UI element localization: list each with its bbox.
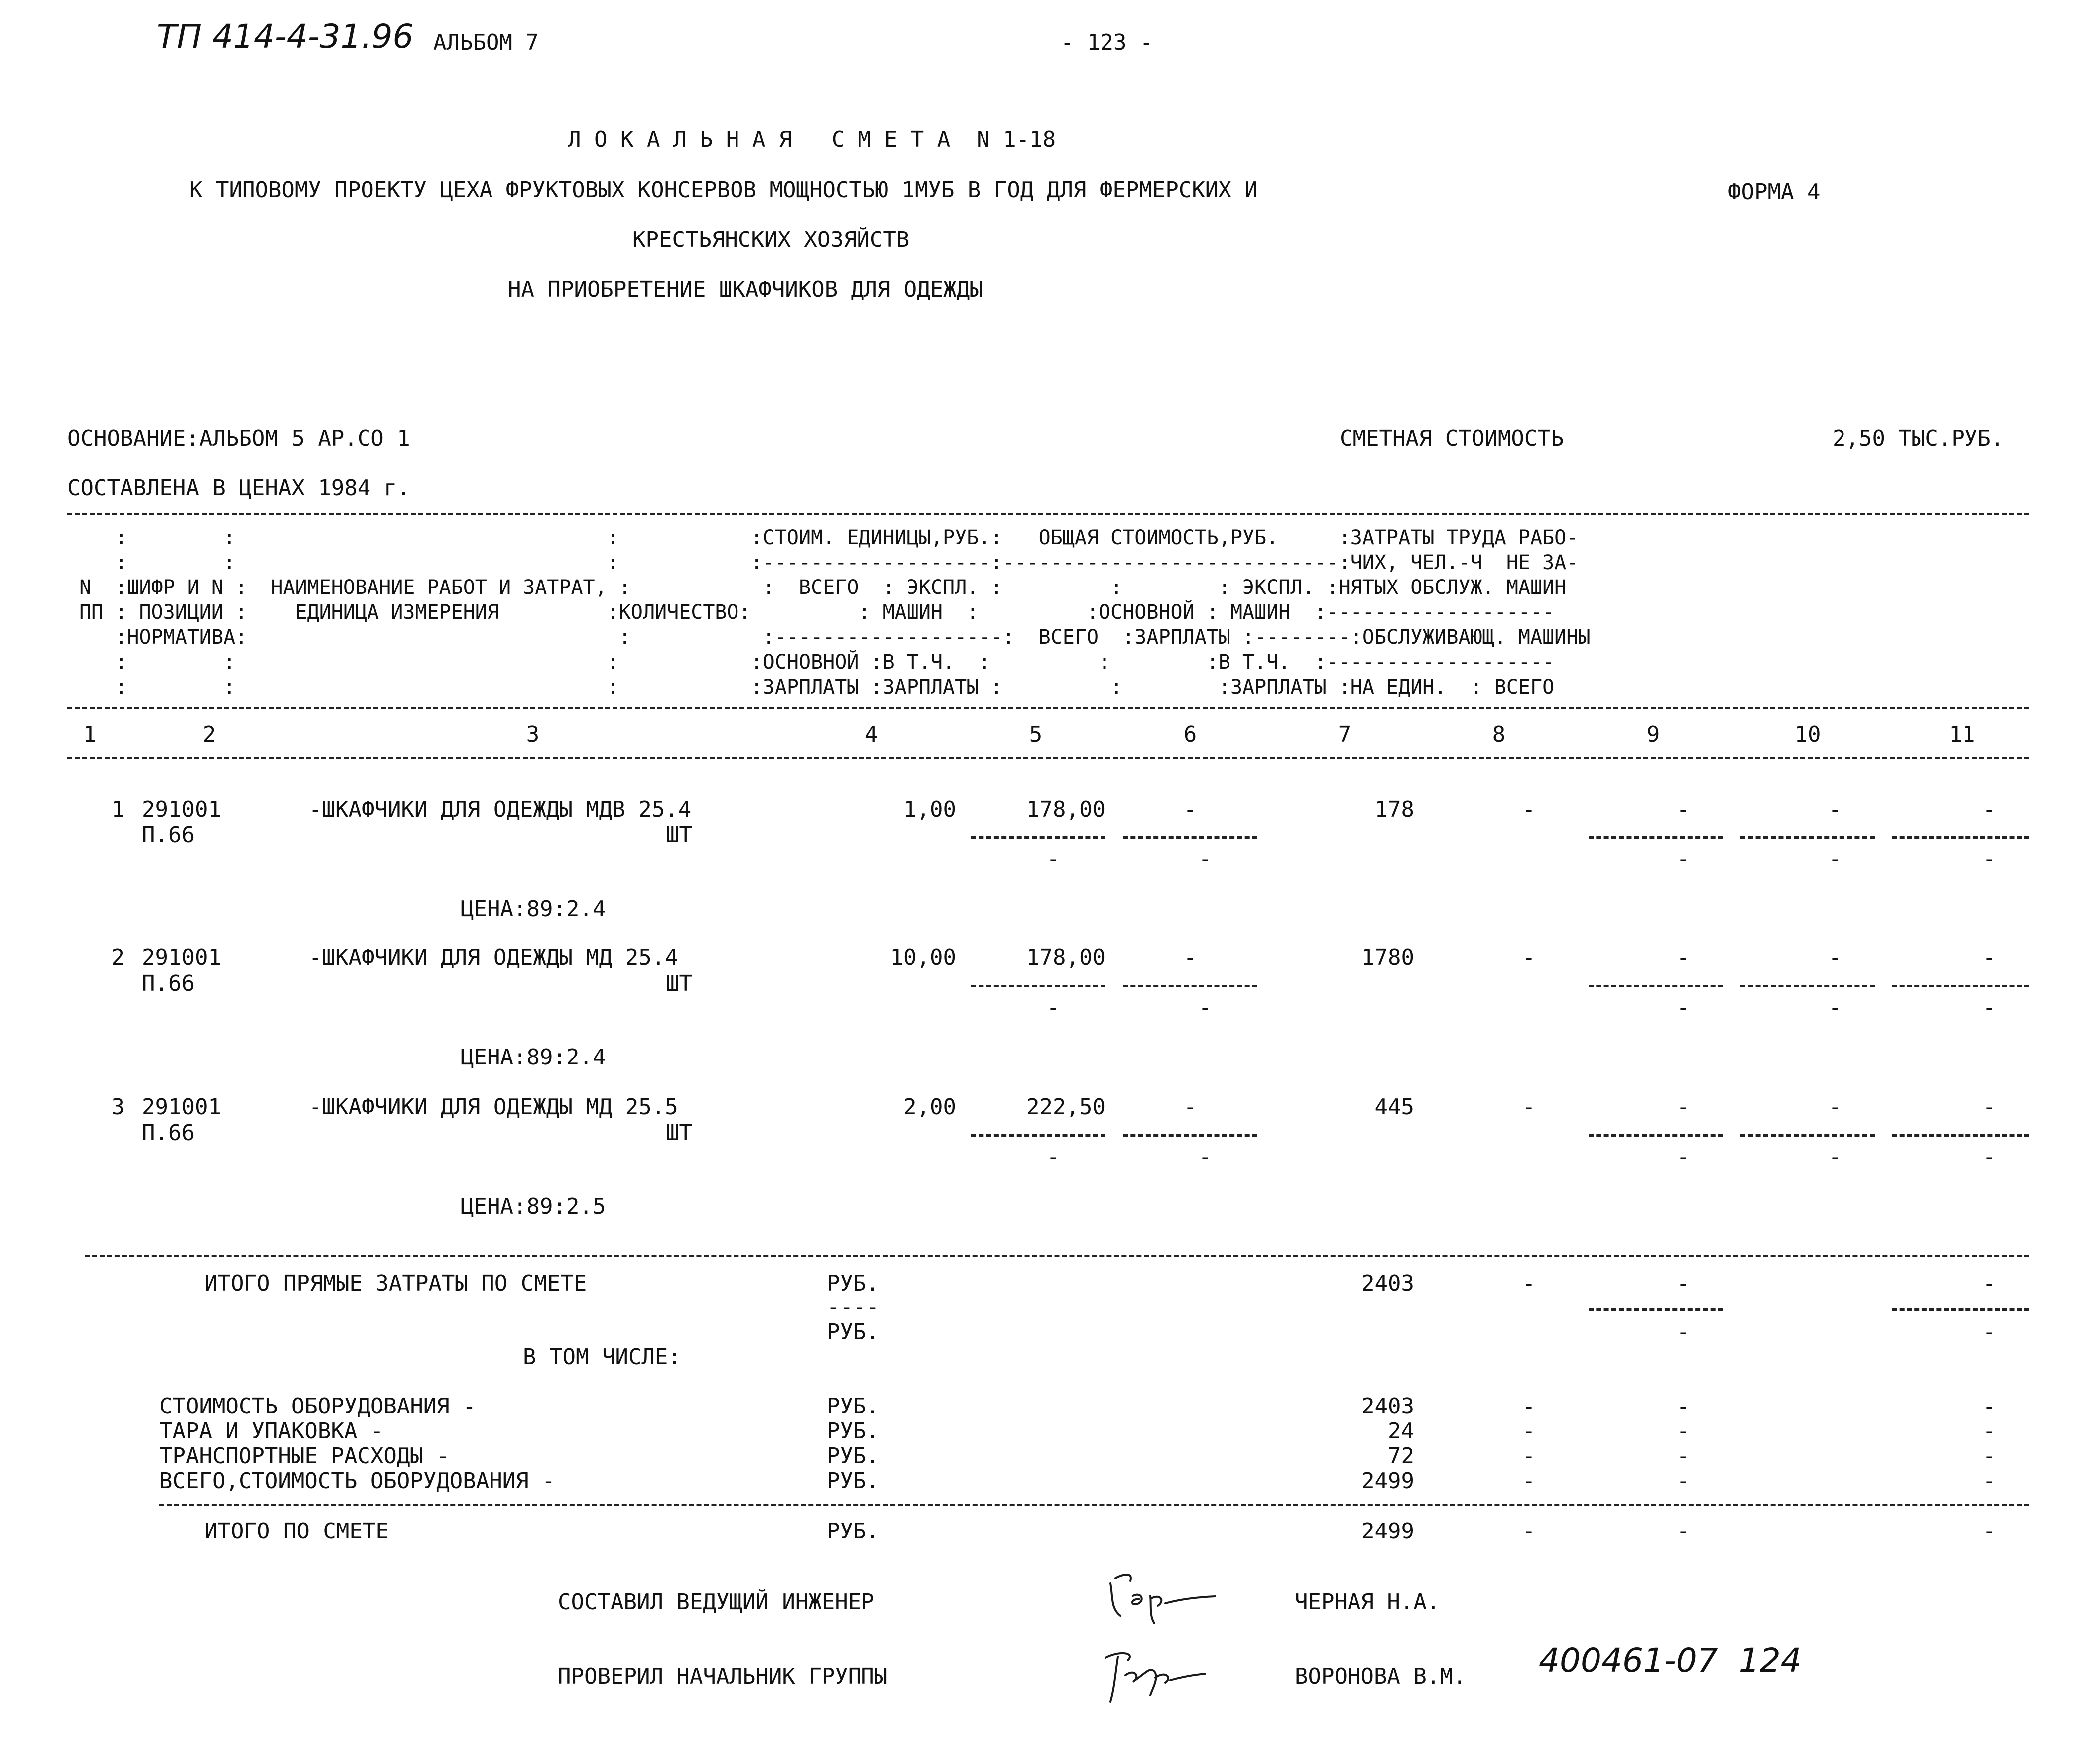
column-number: 10 xyxy=(1794,722,1821,747)
item-total: 178 xyxy=(1374,797,1414,822)
item-labor-unit: - xyxy=(1828,945,1842,970)
title-line-3: КРЕСТЬЯНСКИХ ХОЗЯЙСТВ xyxy=(632,227,910,252)
item-wages: - xyxy=(1522,1094,1536,1120)
item-unit: ШТ xyxy=(666,971,692,996)
grand-total-label: ИТОГО ПО СМЕТЕ xyxy=(204,1519,389,1544)
item-unit-total: 178,00 xyxy=(1026,797,1105,822)
grand-total-dash: - xyxy=(1982,1519,1996,1544)
item-labor-serv-total: - xyxy=(1982,846,1996,872)
breakdown-value: 72 xyxy=(1388,1443,1414,1469)
column-number: 11 xyxy=(1949,722,1975,747)
row-subrule xyxy=(1589,1134,1723,1137)
column-number: 2 xyxy=(202,722,216,747)
column-number: 9 xyxy=(1646,722,1660,747)
header-line: N :ШИФР И N : НАИМЕНОВАНИЕ РАБОТ И ЗАТРАТ, : : ВСЕГО : ЭКСПЛ. : : : ЭКСПЛ. :НЯТЫХ ОБСЛУЖ. МАШИН xyxy=(67,576,1567,599)
direct-costs-machines: - xyxy=(1676,1271,1690,1296)
item-labor-unit: - xyxy=(1828,797,1842,822)
breakdown-value: 2403 xyxy=(1361,1394,1414,1419)
item-code: 291001 xyxy=(142,945,221,970)
breakdown-dash: - xyxy=(1676,1394,1690,1419)
totals-top-rule xyxy=(85,1255,2029,1257)
item-quantity: 2,00 xyxy=(903,1094,956,1120)
album-label: АЛЬБОМ 7 xyxy=(433,30,539,55)
header-line: : : : :ЗАРПЛАТЫ :ЗАРПЛАТЫ : : :ЗАРПЛАТЫ :НА ЕДИН. : ВСЕГО xyxy=(67,676,1555,699)
item-labor-serv-total: - xyxy=(1982,1144,1996,1170)
item-labor-unit: - xyxy=(1828,1094,1842,1120)
item-mach-wages: - xyxy=(1676,846,1690,872)
breakdown-unit: РУБ. xyxy=(827,1394,879,1419)
row-subrule xyxy=(1740,1134,1875,1137)
item-price-ref: ЦЕНА:89:2.4 xyxy=(461,896,606,922)
cost-label: СМЕТНАЯ СТОИМОСТЬ xyxy=(1340,426,1564,451)
item-unit-machines: - xyxy=(1183,797,1197,822)
signature-chernaya xyxy=(1096,1568,1225,1628)
column-number: 4 xyxy=(864,722,878,747)
signature-voronova xyxy=(1091,1643,1210,1708)
breakdown-dash: - xyxy=(1522,1418,1536,1444)
header-line: :НОРМАТИВА: : :-------------------: ВСЕГО :ЗАРПЛАТЫ :--------:ОБСЛУЖИВАЮЩ. МАШИНЫ xyxy=(67,626,1591,649)
item-position: П.66 xyxy=(142,1120,195,1146)
composed-by-label: СОСТАВИЛ ВЕДУЩИЙ ИНЖЕНЕР xyxy=(558,1589,874,1615)
breakdown-label: ТРАНСПОРТНЫЕ РАСХОДЫ - xyxy=(159,1443,450,1469)
grand-total-unit: РУБ. xyxy=(827,1519,879,1544)
item-code: 291001 xyxy=(142,797,221,822)
breakdown-dash: - xyxy=(1982,1418,1996,1444)
breakdown-dash: - xyxy=(1522,1443,1536,1469)
row-subrule xyxy=(1123,836,1257,839)
item-position: П.66 xyxy=(142,971,195,996)
row-subrule xyxy=(971,836,1105,839)
row-number: 3 xyxy=(111,1094,124,1120)
direct-costs-labor-serv: - xyxy=(1982,1319,1996,1345)
direct-costs-mach-wages: - xyxy=(1676,1319,1690,1345)
item-mach-wages-unit: - xyxy=(1198,1144,1212,1170)
item-unit-machines: - xyxy=(1183,1094,1197,1120)
item-mach-wages-unit: - xyxy=(1198,995,1212,1020)
grand-total-dash: - xyxy=(1522,1519,1536,1544)
item-labor-serv-unit: - xyxy=(1828,1144,1842,1170)
title-line-2: К ТИПОВОМУ ПРОЕКТУ ЦЕХА ФРУКТОВЫХ КОНСЕРВОВ МОЩНОСТЬЮ 1МУБ В ГОД ДЛЯ ФЕРМЕРСКИХ И xyxy=(189,177,1258,203)
direct-costs-subrule xyxy=(1589,1308,1723,1311)
breakdown-dash: - xyxy=(1676,1443,1690,1469)
column-number: 1 xyxy=(83,722,97,747)
basis-text: ОСНОВАНИЕ:АЛЬБОМ 5 АР.СО 1 xyxy=(67,426,410,451)
direct-costs-label: ИТОГО ПРЯМЫЕ ЗАТРАТЫ ПО СМЕТЕ xyxy=(204,1271,587,1296)
item-wages-unit: - xyxy=(1046,995,1060,1020)
column-number: 6 xyxy=(1183,722,1197,747)
column-number: 8 xyxy=(1492,722,1506,747)
item-machines: - xyxy=(1676,945,1690,970)
item-wages-unit: - xyxy=(1046,1144,1060,1170)
row-subrule xyxy=(1892,836,2029,839)
item-unit: ШТ xyxy=(666,1120,692,1146)
including-label: В ТОМ ЧИСЛЕ: xyxy=(523,1344,681,1370)
prices-year: СОСТАВЛЕНА В ЦЕНАХ 1984 г. xyxy=(67,475,410,501)
column-numbers-rule xyxy=(67,757,2029,759)
row-number: 2 xyxy=(111,945,124,970)
checked-by-name: ВОРОНОВА В.М. xyxy=(1295,1664,1467,1689)
breakdown-dash: - xyxy=(1676,1418,1690,1444)
direct-costs-subrule xyxy=(1892,1308,2029,1311)
row-subrule xyxy=(971,1134,1105,1137)
table-top-rule xyxy=(67,513,2029,515)
item-quantity: 1,00 xyxy=(903,797,956,822)
item-unit: ШТ xyxy=(666,823,692,848)
item-quantity: 10,00 xyxy=(890,945,956,970)
title-line-4: НА ПРИОБРЕТЕНИЕ ШКАФЧИКОВ ДЛЯ ОДЕЖДЫ xyxy=(508,277,983,302)
breakdown-unit: РУБ. xyxy=(827,1468,879,1494)
direct-costs-labor: - xyxy=(1982,1271,1996,1296)
row-subrule xyxy=(1892,1134,2029,1137)
row-subrule xyxy=(1892,985,2029,987)
item-unit-machines: - xyxy=(1183,945,1197,970)
breakdown-unit: РУБ. xyxy=(827,1443,879,1469)
breakdown-value: 24 xyxy=(1388,1418,1414,1444)
header-line: : : : :-------------------:----------------------------:ЧИХ, ЧЕЛ.-Ч НЕ ЗА- xyxy=(67,551,1579,574)
item-wages: - xyxy=(1522,797,1536,822)
header-bottom-rule xyxy=(67,707,2029,709)
item-total: 445 xyxy=(1374,1094,1414,1120)
item-labor-serv-unit: - xyxy=(1828,846,1842,872)
item-labor-serv-unit: - xyxy=(1828,995,1842,1020)
breakdown-label: СТОИМОСТЬ ОБОРУДОВАНИЯ - xyxy=(159,1394,476,1419)
breakdown-label: ВСЕГО,СТОИМОСТЬ ОБОРУДОВАНИЯ - xyxy=(159,1468,555,1494)
page-number: - 123 - xyxy=(1061,30,1153,55)
handwritten-archive-number: 400461-07 124 xyxy=(1539,1642,1802,1680)
grand-total-dash: - xyxy=(1676,1519,1690,1544)
breakdown-dash: - xyxy=(1982,1394,1996,1419)
row-subrule xyxy=(1123,985,1257,987)
row-subrule xyxy=(1740,985,1875,987)
item-code: 291001 xyxy=(142,1094,221,1120)
cost-value: 2,50 ТЫС.РУБ. xyxy=(1833,426,2004,451)
grand-total-value: 2499 xyxy=(1361,1519,1414,1544)
breakdown-unit: РУБ. xyxy=(827,1418,879,1444)
item-unit-total: 178,00 xyxy=(1026,945,1105,970)
item-unit-total: 222,50 xyxy=(1026,1094,1105,1120)
item-name: -ШКАФЧИКИ ДЛЯ ОДЕЖДЫ МДВ 25.4 xyxy=(309,797,692,822)
item-labor-total: - xyxy=(1982,945,1996,970)
header-line: : : : :ОСНОВНОЙ :В Т.Ч. : : :В Т.Ч. :------------------- xyxy=(67,651,1555,674)
item-labor-total: - xyxy=(1982,797,1996,822)
item-mach-wages: - xyxy=(1676,995,1690,1020)
item-name: -ШКАФЧИКИ ДЛЯ ОДЕЖДЫ МД 25.4 xyxy=(309,945,678,970)
row-subrule xyxy=(1123,1134,1257,1137)
column-number: 7 xyxy=(1338,722,1351,747)
item-name: -ШКАФЧИКИ ДЛЯ ОДЕЖДЫ МД 25.5 xyxy=(309,1094,678,1120)
item-wages: - xyxy=(1522,945,1536,970)
item-price-ref: ЦЕНА:89:2.5 xyxy=(461,1194,606,1219)
row-subrule xyxy=(1589,985,1723,987)
direct-costs-unit-rule: ---- xyxy=(827,1294,879,1320)
handwritten-project-code: ТП 414-4-31.96 xyxy=(157,17,414,56)
breakdown-dash: - xyxy=(1522,1394,1536,1419)
composed-by-name: ЧЕРНАЯ Н.А. xyxy=(1295,1589,1440,1615)
column-number: 3 xyxy=(526,722,540,747)
breakdown-value: 2499 xyxy=(1361,1468,1414,1494)
breakdown-dash: - xyxy=(1982,1443,1996,1469)
item-mach-wages-unit: - xyxy=(1198,846,1212,872)
row-subrule xyxy=(971,985,1105,987)
item-labor-serv-total: - xyxy=(1982,995,1996,1020)
document-title: Л О К А Л Ь Н А Я С М Е Т А N 1-18 xyxy=(568,127,1056,152)
row-number: 1 xyxy=(111,797,124,822)
direct-costs-wages: - xyxy=(1522,1271,1536,1296)
direct-costs-total: 2403 xyxy=(1361,1271,1414,1296)
column-number: 5 xyxy=(1029,722,1043,747)
item-machines: - xyxy=(1676,797,1690,822)
item-machines: - xyxy=(1676,1094,1690,1120)
breakdown-dash: - xyxy=(1522,1468,1536,1494)
row-subrule xyxy=(1740,836,1875,839)
form-number: ФОРМА 4 xyxy=(1728,179,1821,205)
item-position: П.66 xyxy=(142,823,195,848)
item-labor-total: - xyxy=(1982,1094,1996,1120)
item-wages-unit: - xyxy=(1046,846,1060,872)
item-price-ref: ЦЕНА:89:2.4 xyxy=(461,1045,606,1070)
grand-total-rule xyxy=(159,1504,2029,1506)
direct-costs-unit: РУБ. xyxy=(827,1271,879,1296)
checked-by-label: ПРОВЕРИЛ НАЧАЛЬНИК ГРУППЫ xyxy=(558,1664,888,1689)
item-mach-wages: - xyxy=(1676,1144,1690,1170)
breakdown-dash: - xyxy=(1982,1468,1996,1494)
header-line: : : : :СТОИМ. ЕДИНИЦЫ,РУБ.: ОБЩАЯ СТОИМОСТЬ,РУБ. :ЗАТРАТЫ ТРУДА РАБО- xyxy=(67,526,1579,549)
row-subrule xyxy=(1589,836,1723,839)
breakdown-dash: - xyxy=(1676,1468,1690,1494)
direct-costs-unit-2: РУБ. xyxy=(827,1319,879,1345)
header-line: ПП : ПОЗИЦИИ : ЕДИНИЦА ИЗМЕРЕНИЯ :КОЛИЧЕСТВО: : МАШИН : :ОСНОВНОЙ : МАШИН :------------------- xyxy=(67,601,1555,624)
item-total: 1780 xyxy=(1361,945,1414,970)
breakdown-label: ТАРА И УПАКОВКА - xyxy=(159,1418,384,1444)
